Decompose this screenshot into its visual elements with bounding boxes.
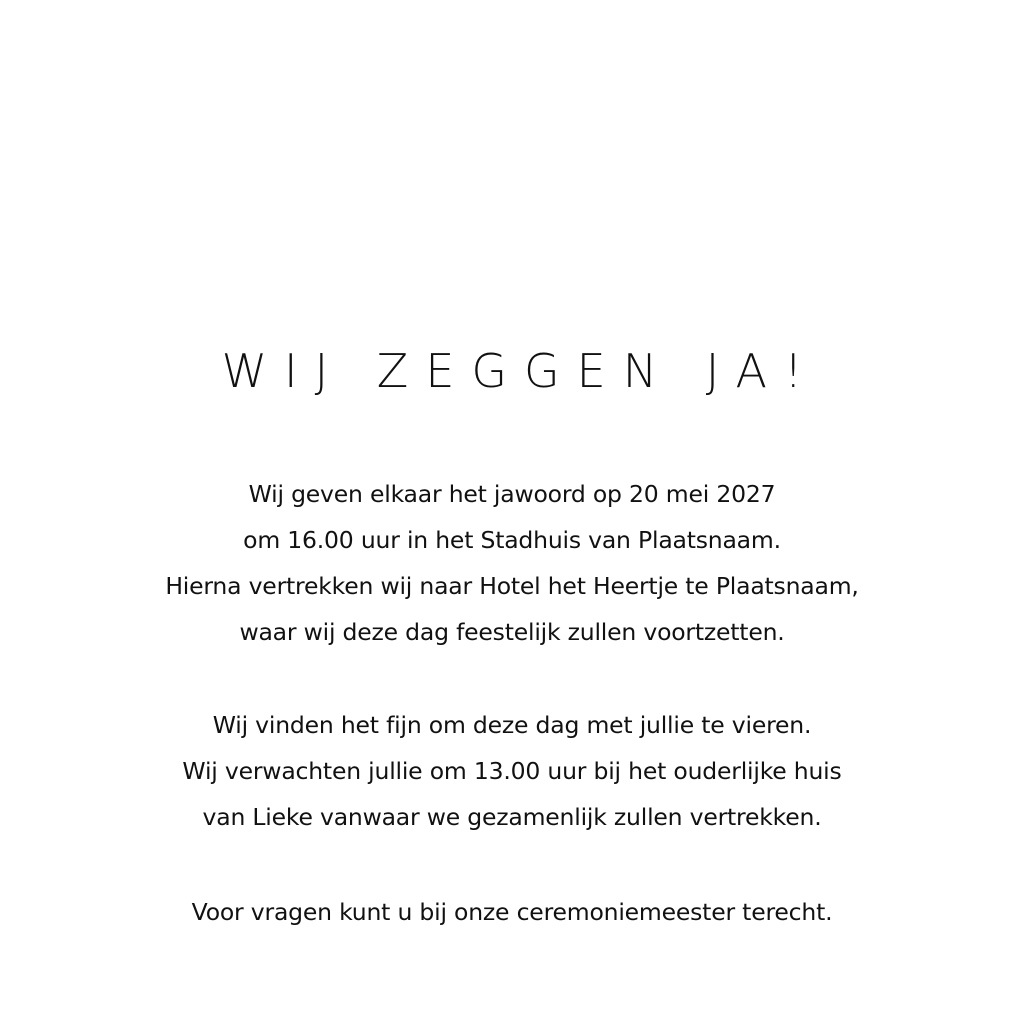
text-line: Voor vragen kunt u bij onze ceremoniemeester terecht. <box>191 898 833 926</box>
text-line: Wij geven elkaar het jawoord op 20 mei 2027 <box>248 480 776 508</box>
invitation-heading: WIJ ZEGGEN JA! <box>221 344 820 398</box>
text-line: waar wij deze dag feestelijk zullen voortzetten. <box>239 618 785 646</box>
text-line: om 16.00 uur in het Stadhuis van Plaatsnaam. <box>243 526 781 554</box>
gathering-paragraph <box>0 702 1024 840</box>
text-line: van Lieke vanwaar we gezamenlijk zullen vertrekken. <box>202 803 822 831</box>
text-line: Wij verwachten jullie om 13.00 uur bij het ouderlijke huis <box>182 757 842 785</box>
text-line: Wij vinden het fijn om deze dag met jullie te vieren. <box>212 711 812 739</box>
text-line: Hierna vertrekken wij naar Hotel het Heertje te Plaatsnaam, <box>165 572 859 600</box>
contact-paragraph <box>0 889 1024 935</box>
ceremony-paragraph <box>0 471 1024 655</box>
